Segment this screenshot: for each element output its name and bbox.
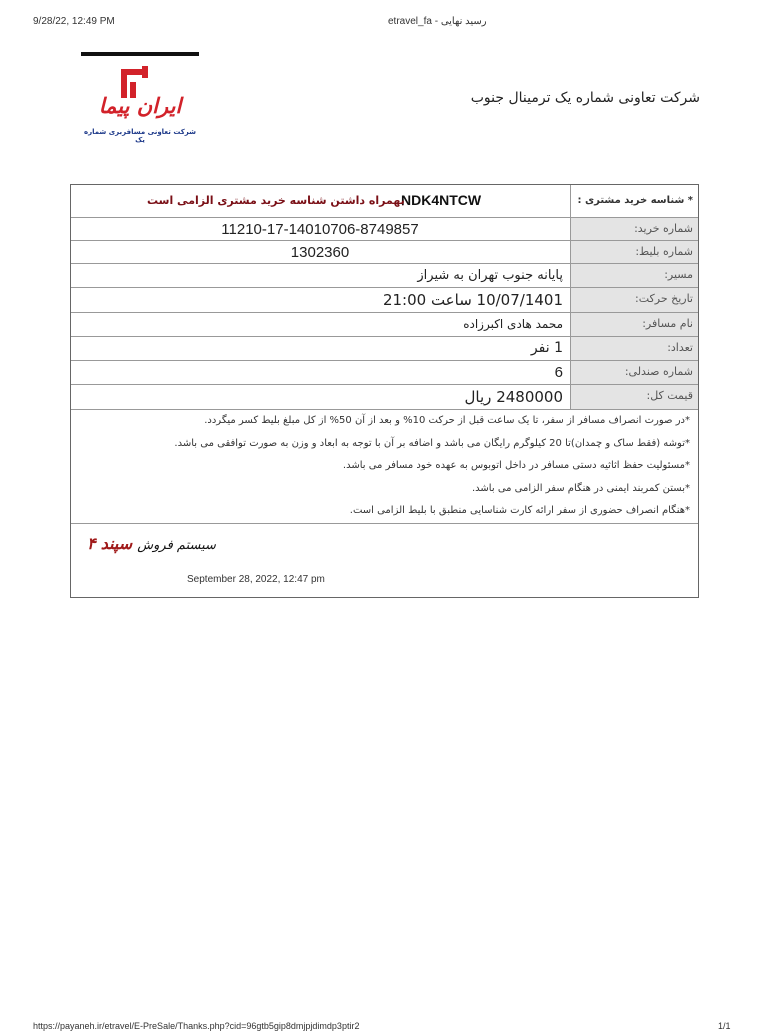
ticket-number-label: شماره بلیط: [570, 241, 698, 263]
count-label: تعداد: [570, 337, 698, 360]
seat-value: 6 [554, 364, 563, 381]
print-page-count: 1/1 [718, 1021, 731, 1031]
seat-label: شماره صندلی: [570, 361, 698, 384]
sepand-brand-text: سپند [100, 534, 133, 553]
note-luggage: *توشه (فقط ساک و چمدان)تا 20 کیلوگرم رایگان می باشد و اضافه بر آن با توجه به ابعاد و وزن به صورت توافقی می باشد. [174, 437, 690, 449]
departure-row [71, 288, 698, 313]
ticket-card [70, 184, 699, 598]
purchase-number-label: شماره خرید: [570, 218, 698, 240]
purchase-id-code: NDK4NTCW [401, 192, 482, 208]
price-label: قیمت کل: [570, 385, 698, 409]
purchase-id-label: * شناسه خرید مشتری : [570, 185, 698, 217]
sepand-number: ۴ [87, 534, 96, 553]
count-row [71, 337, 698, 361]
ticket-number-row [71, 241, 698, 264]
print-page-title: etravel_fa - رسید نهایی [388, 16, 487, 27]
terms-notes [71, 410, 698, 524]
print-url: https://payaneh.ir/etravel/E-PreSale/Thanks.php?cid=96gtb5gip8dmjpjdimdp3ptir2 [33, 1021, 360, 1031]
seat-row [71, 361, 698, 385]
passenger-row [71, 313, 698, 337]
sepand-system-text: سیستم فروش [137, 538, 216, 553]
purchase-id-note: بهمراه داشتن شناسه خرید مشتری الزامی است [147, 194, 405, 207]
company-logo [81, 52, 199, 150]
note-refund: *در صورت انصراف مسافر از سفر، تا یک ساعت قبل از حرکت 10% و بعد از آن 50% از کل مبلغ بلیط کسر میگردد. [204, 415, 690, 426]
departure-value: 10/07/1401 ساعت 21:00 [382, 291, 563, 309]
ticket-number-value: 1302360 [290, 244, 350, 261]
price-row [71, 385, 698, 410]
count-value: 1 نفر [530, 340, 563, 356]
note-id-card: *هنگام انصراف حضوری از سفر ارائه کارت شناسایی منطبق با بلیط الزامی است. [349, 505, 690, 516]
print-datetime: 9/28/22, 12:49 PM [33, 16, 115, 27]
purchase-id-row [71, 185, 698, 218]
passenger-label: نام مسافر: [570, 313, 698, 336]
purchase-number-row [71, 218, 698, 241]
route-value: پایانه جنوب تهران به شیراز [417, 268, 563, 283]
system-signature [71, 524, 698, 599]
price-value: 2480000 ریال [464, 388, 563, 406]
passenger-value: محمد هادی اکبرزاده [463, 317, 563, 331]
route-row [71, 264, 698, 288]
note-seatbelt: *بستن کمربند ایمنی در هنگام سفر الزامی می باشد. [472, 482, 690, 494]
company-name: شرکت تعاونی شماره یک ترمینال جنوب [470, 90, 700, 106]
issued-timestamp: September 28, 2022, 12:47 pm [187, 574, 325, 585]
logo-top-bar [81, 52, 199, 56]
note-belongings: *مسئولیت حفظ اثاثیه دستی مسافر در داخل اتوبوس به عهده خود مسافر می باشد. [342, 460, 690, 471]
sepand-logo [87, 534, 216, 553]
logo-brand-text: ایران پیما [98, 94, 182, 118]
route-label: مسیر: [570, 264, 698, 287]
logo-tagline: شرکت تعاونی مسافربری شماره یک [83, 128, 197, 144]
departure-label: تاریخ حرکت: [570, 288, 698, 312]
purchase-number-value: 11210-17-14010706-8749857 [221, 221, 419, 238]
